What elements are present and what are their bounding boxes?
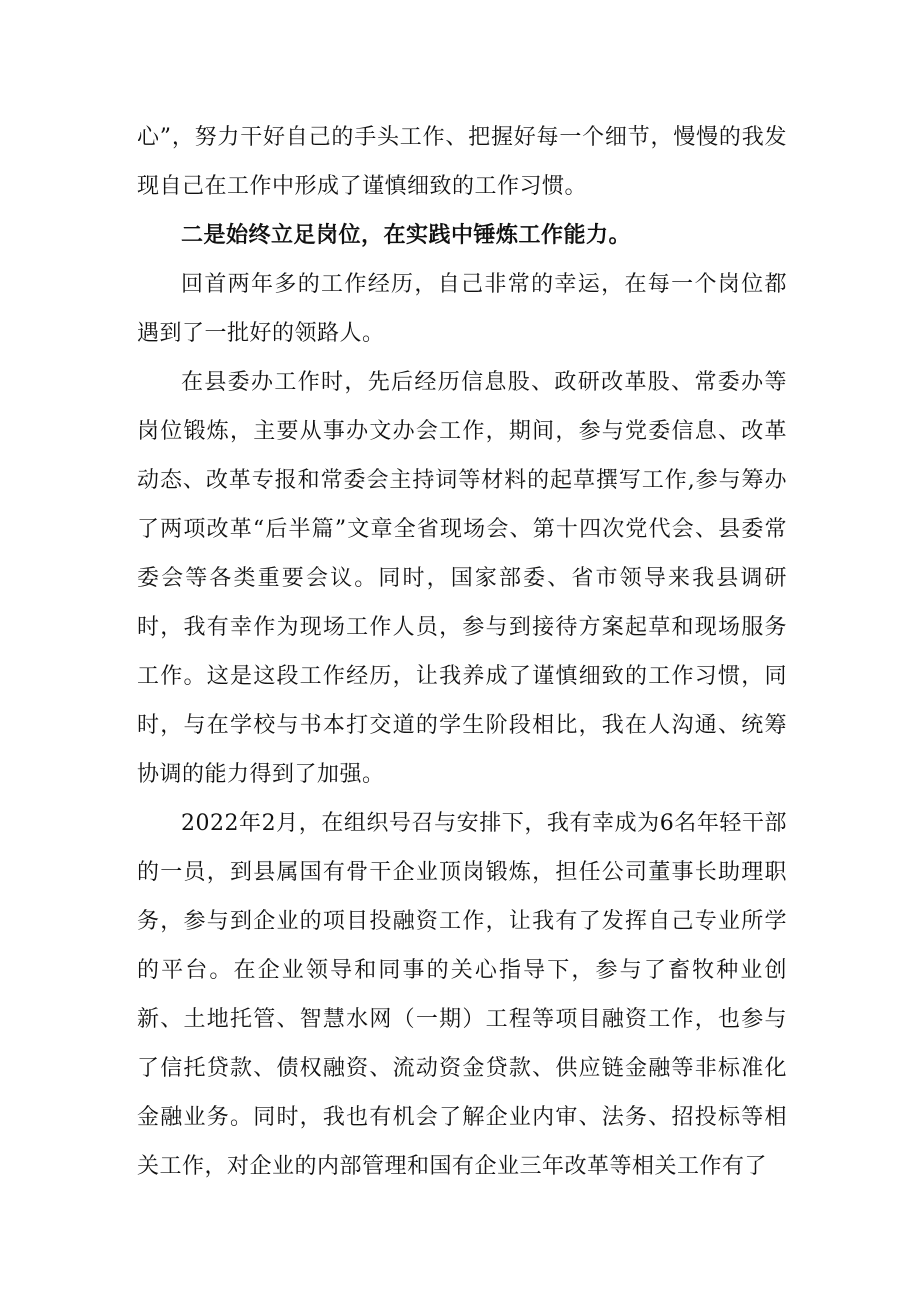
document-body bbox=[137, 113, 787, 1191]
paragraph: 回首两年多的工作经历，自己非常的幸运，在每一个岗位都遇到了一批好的领路人。 bbox=[137, 272, 787, 346]
section-heading: 二是始终立足岗位，在实践中锤炼工作能力。 bbox=[181, 222, 632, 248]
paragraph: 在县委办工作时，先后经历信息股、政研改革股、常委办等岗位锻炼，主要从事办文办会工作，期间，参与党委信息、改革动态、改革专报和常委会主持词等材料的起草撰写工作,参与筹办了两项改革“后半篇”文章全省现场会、第十四次党代会、县委常委会等各类重要会议。同时，国家部委、省市领导来我县调研时，我有幸作为现场工作人员，参与到接待方案起草和现场服务工作。这是这段工作经历，让我养成了谨慎细致的工作习惯，同时，与在学校与书本打交道的学生阶段相比，我在人沟通、统筹协调的能力得到了加强。 bbox=[137, 370, 787, 787]
paragraph-continuation: 心”，努力干好自己的手头工作、把握好每一个细节，慢慢的我发现自己在工作中形成了谨慎细致的工作习惯。 bbox=[137, 125, 787, 199]
paragraph: 2022年2月，在组织号召与安排下，我有幸成为6名年轻干部的一员，到县属国有骨干企业顶岗锻炼，担任公司董事长助理职务，参与到企业的项目投融资工作，让我有了发挥自己专业所学的平台。在企业领导和同事的关心指导下，参与了畜牧种业创新、土地托管、智慧水网（一期）工程等项目融资工作，也参与了信托贷款、债权融资、流动资金贷款、供应链金融等非标准化金融业务。同时，我也有机会了解企业内审、法务、招投标等相关工作，对企业的内部管理和国有企业三年改革等相关工作有了 bbox=[137, 811, 787, 1179]
